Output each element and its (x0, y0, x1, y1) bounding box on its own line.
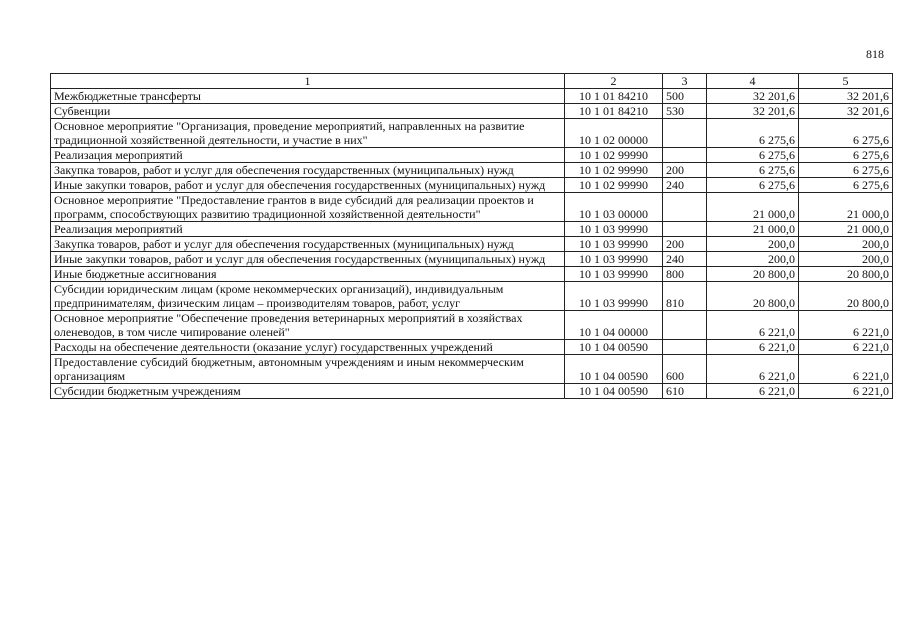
cell-code: 10 1 03 00000 (565, 193, 663, 222)
cell-code: 10 1 01 84210 (565, 89, 663, 104)
cell-vr (663, 340, 707, 355)
cell-code: 10 1 03 99990 (565, 267, 663, 282)
cell-vr (663, 148, 707, 163)
cell-code: 10 1 02 99990 (565, 163, 663, 178)
cell-sum-2: 6 275,6 (799, 163, 893, 178)
cell-name: Реализация мероприятий (51, 222, 565, 237)
cell-vr: 240 (663, 178, 707, 193)
cell-sum-1: 6 275,6 (707, 148, 799, 163)
cell-sum-2: 200,0 (799, 252, 893, 267)
table-header-row (51, 74, 893, 89)
column-header: 1 (51, 74, 565, 89)
cell-code: 10 1 03 99990 (565, 222, 663, 237)
cell-name: Межбюджетные трансферты (51, 89, 565, 104)
table-body (51, 89, 893, 399)
cell-sum-1: 32 201,6 (707, 89, 799, 104)
cell-name: Иные закупки товаров, работ и услуг для обеспечения государственных (муниципальных) нужд (51, 178, 565, 193)
table-row (51, 355, 893, 384)
cell-sum-2: 6 221,0 (799, 340, 893, 355)
cell-sum-1: 6 221,0 (707, 311, 799, 340)
page-number: 818 (866, 47, 884, 61)
table-row (51, 89, 893, 104)
cell-code: 10 1 04 00590 (565, 384, 663, 399)
cell-sum-1: 6 275,6 (707, 119, 799, 148)
cell-code: 10 1 01 84210 (565, 104, 663, 119)
cell-sum-2: 6 221,0 (799, 384, 893, 399)
cell-code: 10 1 03 99990 (565, 252, 663, 267)
cell-vr: 800 (663, 267, 707, 282)
cell-name: Субвенции (51, 104, 565, 119)
cell-sum-2: 32 201,6 (799, 89, 893, 104)
column-header: 5 (799, 74, 893, 89)
cell-sum-2: 6 275,6 (799, 119, 893, 148)
cell-name: Реализация мероприятий (51, 148, 565, 163)
cell-name: Иные бюджетные ассигнования (51, 267, 565, 282)
cell-code: 10 1 04 00590 (565, 355, 663, 384)
cell-code: 10 1 03 99990 (565, 282, 663, 311)
table-row (51, 252, 893, 267)
cell-sum-2: 21 000,0 (799, 193, 893, 222)
cell-sum-1: 21 000,0 (707, 193, 799, 222)
cell-sum-1: 6 221,0 (707, 355, 799, 384)
cell-sum-1: 20 800,0 (707, 282, 799, 311)
table-row (51, 178, 893, 193)
table-row (51, 267, 893, 282)
table-row (51, 163, 893, 178)
cell-name: Субсидии бюджетным учреждениям (51, 384, 565, 399)
cell-sum-2: 32 201,6 (799, 104, 893, 119)
cell-vr: 500 (663, 89, 707, 104)
cell-name: Основное мероприятие "Предоставление грантов в виде субсидий для реализации проектов и программ, способствующих развитию традиционной хозяйственной деятельности" (51, 193, 565, 222)
cell-sum-2: 6 221,0 (799, 311, 893, 340)
cell-name: Закупка товаров, работ и услуг для обеспечения государственных (муниципальных) нужд (51, 237, 565, 252)
cell-vr: 240 (663, 252, 707, 267)
cell-sum-1: 200,0 (707, 237, 799, 252)
cell-name: Закупка товаров, работ и услуг для обеспечения государственных (муниципальных) нужд (51, 163, 565, 178)
cell-sum-1: 200,0 (707, 252, 799, 267)
cell-sum-2: 6 275,6 (799, 178, 893, 193)
cell-name: Расходы на обеспечение деятельности (оказание услуг) государственных учреждений (51, 340, 565, 355)
cell-sum-1: 6 221,0 (707, 384, 799, 399)
cell-sum-2: 6 221,0 (799, 355, 893, 384)
table-row (51, 148, 893, 163)
cell-vr: 200 (663, 237, 707, 252)
table-row (51, 193, 893, 222)
cell-code: 10 1 04 00590 (565, 340, 663, 355)
cell-vr (663, 222, 707, 237)
cell-sum-1: 6 275,6 (707, 163, 799, 178)
column-header: 3 (663, 74, 707, 89)
cell-sum-2: 20 800,0 (799, 282, 893, 311)
table-row (51, 237, 893, 252)
cell-code: 10 1 02 99990 (565, 148, 663, 163)
cell-vr: 530 (663, 104, 707, 119)
budget-table (50, 73, 893, 399)
table-row (51, 104, 893, 119)
cell-sum-2: 20 800,0 (799, 267, 893, 282)
cell-sum-1: 6 275,6 (707, 178, 799, 193)
column-header: 2 (565, 74, 663, 89)
cell-sum-2: 200,0 (799, 237, 893, 252)
cell-code: 10 1 04 00000 (565, 311, 663, 340)
cell-sum-1: 32 201,6 (707, 104, 799, 119)
cell-code: 10 1 03 99990 (565, 237, 663, 252)
cell-name: Предоставление субсидий бюджетным, автономным учреждениям и иным некоммерческим организациям (51, 355, 565, 384)
table-row (51, 340, 893, 355)
cell-sum-1: 20 800,0 (707, 267, 799, 282)
cell-code: 10 1 02 99990 (565, 178, 663, 193)
cell-name: Основное мероприятие "Организация, проведение мероприятий, направленных на развитие традиционной хозяйственной деятельности, и участие в них" (51, 119, 565, 148)
cell-sum-1: 6 221,0 (707, 340, 799, 355)
cell-vr (663, 311, 707, 340)
cell-name: Иные закупки товаров, работ и услуг для обеспечения государственных (муниципальных) нужд (51, 252, 565, 267)
cell-vr: 200 (663, 163, 707, 178)
cell-name: Субсидии юридическим лицам (кроме некоммерческих организаций), индивидуальным предпринимателям, физическим лицам – производителям товаров, работ, услуг (51, 282, 565, 311)
cell-sum-1: 21 000,0 (707, 222, 799, 237)
cell-vr: 810 (663, 282, 707, 311)
cell-vr (663, 193, 707, 222)
cell-vr: 610 (663, 384, 707, 399)
table-row (51, 119, 893, 148)
cell-vr (663, 119, 707, 148)
table-row (51, 384, 893, 399)
cell-sum-2: 6 275,6 (799, 148, 893, 163)
table-row (51, 222, 893, 237)
cell-name: Основное мероприятие "Обеспечение проведения ветеринарных мероприятий в хозяйствах оленеводов, в том числе чипирование оленей" (51, 311, 565, 340)
table-row (51, 311, 893, 340)
cell-code: 10 1 02 00000 (565, 119, 663, 148)
column-header: 4 (707, 74, 799, 89)
cell-sum-2: 21 000,0 (799, 222, 893, 237)
table-row (51, 282, 893, 311)
cell-vr: 600 (663, 355, 707, 384)
